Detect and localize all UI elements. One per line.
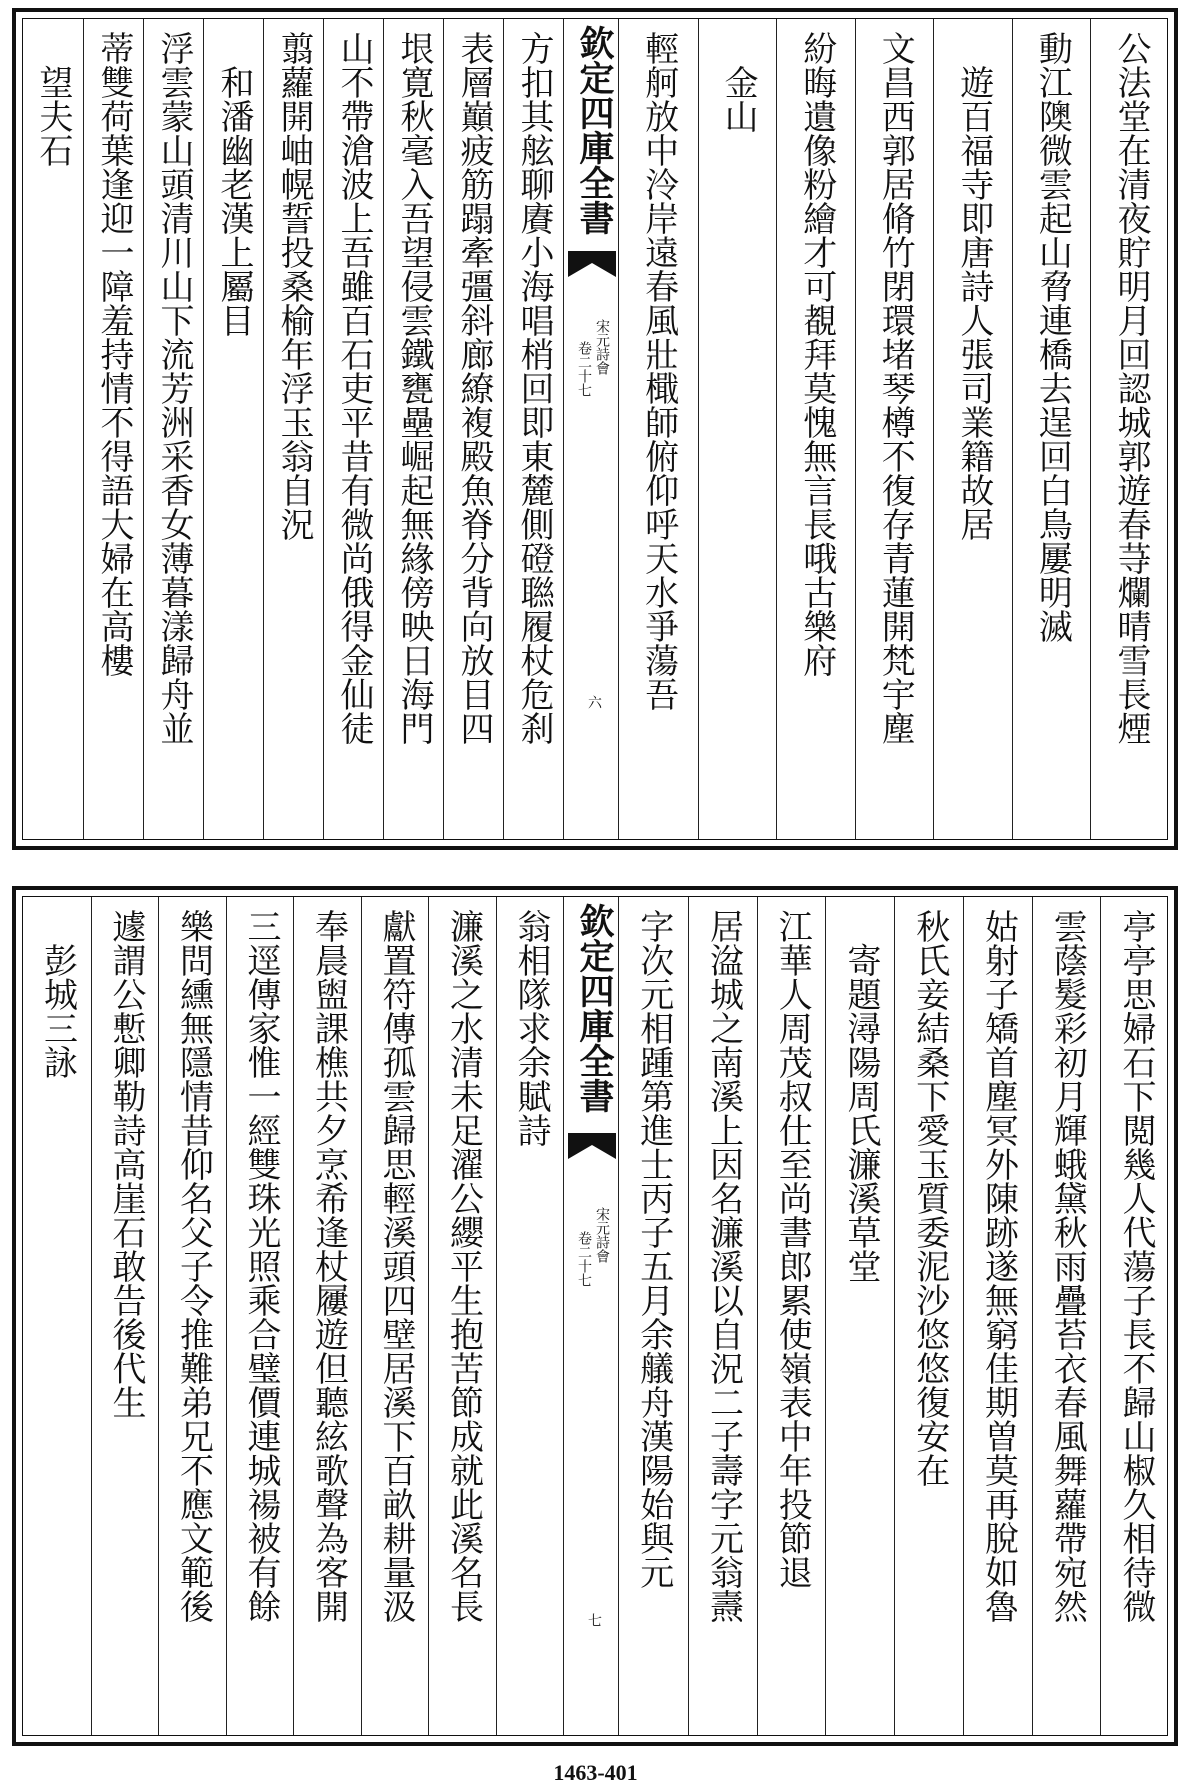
column-text: 奉晨盥課樵共夕烹希逢杖屨遊但聽絃歌聲為客開: [308, 909, 349, 1623]
column-text: 金山: [718, 31, 759, 133]
column-text: 翁相隊求余賦詩: [511, 909, 551, 1147]
text-column: [203, 19, 263, 839]
column-text: 江華人周茂叔仕至尚書郎累使嶺表中年投節退: [772, 909, 813, 1589]
bottom-page-text-area: [22, 896, 1168, 1736]
text-column: [894, 897, 963, 1735]
top-center-leaf: 六: [586, 695, 602, 709]
column-text: 三逕傳家惟一經雙珠光照乘合璧價連城禓被有餘: [241, 909, 281, 1623]
column-text: 蒂雙荷葉逢迎一障羞持情不得語大婦在高樓: [94, 31, 134, 677]
text-column: [619, 19, 698, 839]
text-column: [1090, 19, 1168, 839]
column-text: 樂問纁無隱情昔仰名父子令推難弟兄不應文範後: [173, 909, 214, 1623]
column-text: 和潘幽老漢上屬目: [214, 31, 254, 337]
bottom-center-book: 宋元詩會: [594, 1207, 610, 1263]
column-text: 雲蔭髮彩初月輝蛾黛秋雨疊苔衣春風舞蘿帶宛然: [1047, 909, 1088, 1623]
column-text: 彭城三詠: [37, 909, 78, 1079]
text-column: [226, 897, 294, 1735]
column-text: 遊百福寺即唐詩人張司業籍故居: [953, 31, 994, 541]
column-text: 字次元相踵第進士丙子五月余艤舟漢陽始與元: [633, 909, 674, 1589]
column-text: 方扣其舷聊賡小海唱梢回即東麓側磴聮履杖危刹: [514, 31, 554, 745]
text-column: [503, 19, 563, 839]
top-center-title: 欽定四庫全書: [574, 25, 615, 235]
text-column: [443, 19, 503, 839]
text-column: [1012, 19, 1091, 839]
folio-number: 1463-401: [553, 1760, 638, 1785]
text-column: [143, 19, 203, 839]
top-right-columns: [619, 19, 1168, 839]
fishtail-mark: [568, 251, 616, 277]
top-center-book: 宋元詩會: [594, 319, 610, 375]
bottom-right-columns: [619, 897, 1168, 1735]
bottom-page: [0, 880, 1191, 1760]
bottom-center-volume: 卷二十七: [576, 1231, 592, 1287]
text-column: [933, 19, 1012, 839]
column-text: 翦蘿開岫幌誓投桑榆年浮玉翁自況: [274, 31, 314, 541]
text-column: [158, 897, 226, 1735]
bottom-left-columns: [23, 897, 563, 1735]
text-column: [698, 19, 777, 839]
text-column: [23, 19, 83, 839]
top-center-volume: 卷二十七: [576, 341, 592, 397]
text-column: [323, 19, 383, 839]
text-column: [1032, 897, 1101, 1735]
column-text: 輕舸放中泠岸遠春風壯檝師俯仰呼天水爭蕩吾: [638, 31, 679, 711]
text-column: [963, 897, 1032, 1735]
column-text: 秋氏妾結桑下愛玉質委泥沙悠悠復安在: [909, 909, 950, 1487]
fishtail-mark: [568, 1133, 616, 1159]
column-text: 文昌西郭居脩竹閉環堵琴樽不復存青蓮開梵宇塵: [875, 31, 916, 745]
column-text: 表層巔疲筋蹋牽彊斜廊繚複殿魚脊分背向放目四: [454, 31, 494, 745]
text-column: [383, 19, 443, 839]
top-page: [0, 0, 1191, 860]
column-text: 遽謂公慙卿勒詩高崖石敢告後代生: [106, 909, 146, 1419]
text-column: [1100, 897, 1168, 1735]
column-text: 山不帶滄波上吾雖百石吏平昔有微尚俄得金仙徒: [334, 31, 374, 745]
top-center-fold: [563, 19, 619, 839]
column-text: 紛晦遺像粉繪才可覩拜莫愧無言長哦古樂府: [796, 31, 837, 677]
column-text: 濂溪之水清未足濯公纓平生抱苦節成就此溪名長: [443, 909, 484, 1623]
text-column: [496, 897, 564, 1735]
bottom-center-leaf: 七: [586, 1613, 602, 1627]
column-text: 居湓城之南溪上因名濂溪以自況二子壽字元翁燾: [703, 909, 744, 1623]
column-text: 公法堂在清夜貯明月回認城郭遊春䒭爛晴雪長煙: [1110, 31, 1151, 745]
column-text: 寄題潯陽周氏濂溪草堂: [841, 909, 881, 1283]
text-column: [855, 19, 934, 839]
column-text: 動江隩微雲起山脅連橋去逞回白鳥屢明滅: [1032, 31, 1073, 643]
column-text: 望夫石: [33, 31, 73, 167]
column-text: 垠寛秋毫入吾望侵雲鐵甕壘崛起無緣傍映日海門: [394, 31, 434, 745]
text-column: [83, 19, 143, 839]
bottom-center-fold: [563, 897, 619, 1735]
text-column: [263, 19, 323, 839]
text-column: [91, 897, 159, 1735]
column-text: 亭亭思婦石下閲幾人代蕩子長不歸山椒久相待微: [1116, 909, 1156, 1623]
top-page-text-area: [22, 18, 1168, 840]
text-column: [428, 897, 496, 1735]
text-column: [825, 897, 894, 1735]
column-text: 姑射子矯首塵冥外陳跡遂無窮佳期曽莫再脫如魯: [978, 909, 1019, 1623]
text-column: [688, 897, 757, 1735]
text-column: [757, 897, 826, 1735]
column-text: 獻置符傳孤雲歸思輕溪頭四壁居溪下百畝耕量汲: [376, 909, 416, 1623]
text-column: [293, 897, 361, 1735]
text-column: [23, 897, 91, 1735]
bottom-center-title: 欽定四庫全書: [574, 903, 615, 1113]
top-left-columns: [23, 19, 563, 839]
text-column: [619, 897, 688, 1735]
text-column: [361, 897, 429, 1735]
column-text: 浮雲蒙山頭清川山下流芳洲采香女薄暮漾歸舟並: [154, 31, 194, 745]
text-column: [776, 19, 855, 839]
